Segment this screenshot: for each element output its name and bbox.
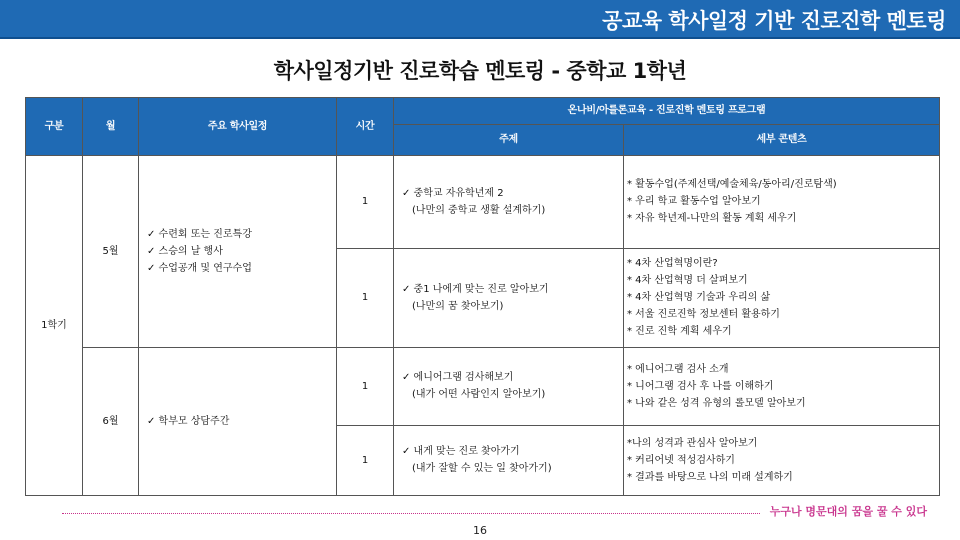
topic-subtitle: (나만의 꿈 찾아보기)	[412, 300, 504, 312]
time-cell: 1	[337, 426, 394, 496]
topic-cell	[394, 426, 624, 496]
topic-title: ✓ 내게 맞는 진로 찾아가기	[402, 446, 520, 457]
detail-item: * 4차 산업혁명이란?	[627, 258, 718, 269]
detail-item: * 니어그램 검사 후 나를 이해하기	[627, 380, 774, 392]
detail-item: * 나와 같은 성격 유형의 롤모델 알아보기	[627, 397, 806, 409]
topic-subtitle: (내가 어떤 사람인지 알아보기)	[412, 389, 546, 400]
header-bar	[0, 0, 960, 39]
topic-cell	[394, 249, 624, 348]
table-row	[26, 348, 940, 426]
topic-cell	[394, 156, 624, 249]
topic-title: ✓ 중1 나에게 맞는 진로 알아보기	[402, 283, 549, 295]
event-item: ✓ 스승의 날 행사	[147, 245, 223, 257]
table-row	[26, 156, 940, 249]
detail-item: * 진로 진학 계획 세우기	[627, 326, 732, 337]
detail-item: * 결과를 바탕으로 나의 미래 설계하기	[627, 471, 793, 483]
topic-title: ✓ 중학교 자유학년제 2	[402, 187, 504, 199]
main-schedule-cell-may	[139, 156, 337, 348]
month-cell-may: 5월	[83, 156, 139, 348]
semester-cell: 1학기	[26, 156, 83, 496]
detail-item: * 우리 학교 활동수업 알아보기	[627, 196, 761, 207]
detail-item: * 서울 진로진학 정보센터 활용하기	[627, 309, 780, 320]
time-cell: 1	[337, 348, 394, 426]
detail-item: * 커리어넷 적성검사하기	[627, 454, 735, 466]
detail-item: * 자유 학년제-나만의 활동 계획 세우기	[627, 213, 797, 224]
month-cell-june: 6월	[83, 348, 139, 496]
header-brand-title: 공교육 학사일정 기반 진로진학 멘토링	[602, 9, 946, 33]
main-schedule-cell-june	[139, 348, 337, 496]
topic-title: ✓ 에니어그램 검사해보기	[402, 372, 514, 383]
topic-subtitle: (나만의 중학교 생활 설계하기)	[412, 204, 546, 216]
time-cell: 1	[337, 249, 394, 348]
mentoring-schedule-table	[25, 97, 940, 496]
time-cell: 1	[337, 156, 394, 249]
header-program: 온나비/아를론교육 - 진로진학 멘토링 프로그램	[394, 98, 940, 125]
detail-item: *나의 성격과 관심사 알아보기	[627, 437, 758, 449]
footer-slogan: 누구나 명문대의 꿈을 꿀 수 있다	[769, 505, 927, 518]
detail-item: * 활동수업(주제선택/예술체육/동아리/진로탐색)	[627, 179, 837, 190]
page-title: 학사일정기반 진로학습 멘토링 - 중학교 1학년	[273, 59, 687, 83]
detail-cell	[624, 249, 940, 348]
detail-item: * 에니어그램 검사 소개	[627, 363, 729, 375]
detail-item: * 4차 산업혁명 더 살펴보기	[627, 275, 748, 286]
header-detail: 세부 콘텐츠	[624, 125, 940, 156]
detail-cell	[624, 426, 940, 496]
topic-cell	[394, 348, 624, 426]
header-category: 구분	[26, 98, 83, 156]
header-topic: 주제	[394, 125, 624, 156]
header-month: 월	[83, 98, 139, 156]
event-item: ✓ 수련회 또는 진로특강	[147, 228, 252, 240]
detail-cell	[624, 348, 940, 426]
page-number: 16	[473, 524, 487, 537]
topic-subtitle: (내가 잘할 수 있는 일 찾아가기)	[412, 463, 552, 474]
footer-divider	[62, 513, 760, 514]
header-main-schedule: 주요 학사일정	[139, 98, 337, 156]
detail-cell	[624, 156, 940, 249]
header-time: 시간	[337, 98, 394, 156]
event-item: ✓ 수업공개 및 연구수업	[147, 262, 252, 274]
detail-item: * 4차 산업혁명 기술과 우리의 삶	[627, 292, 771, 303]
event-item: ✓ 학부모 상담주간	[147, 415, 230, 427]
